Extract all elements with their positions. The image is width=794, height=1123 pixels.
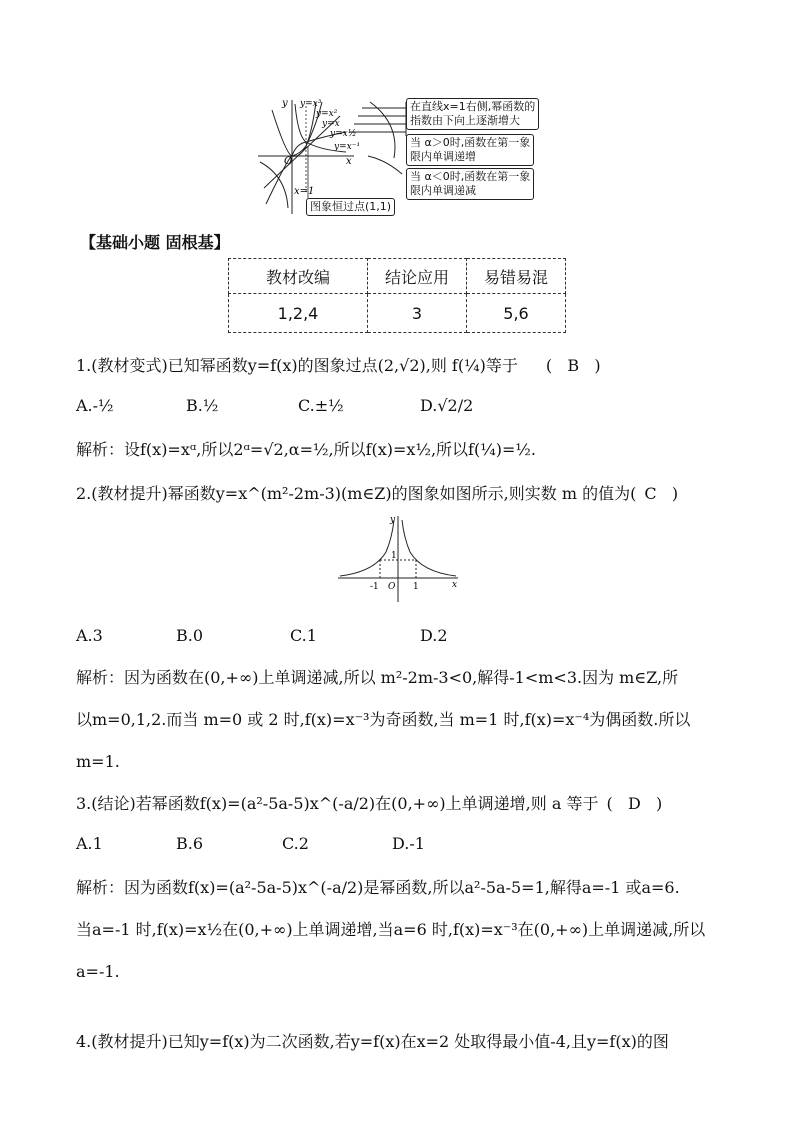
- q1-option-b: B.½: [186, 396, 219, 415]
- callout-alpha-positive: 当 α＞0时,函数在第一象 限内单调递增: [406, 134, 534, 166]
- table-cell: 1,2,4: [229, 294, 368, 333]
- q3-answer: ( D ): [606, 794, 663, 813]
- q3-stem: 3.(结论)若幂函数f(x)=(a²-5a-5)x^(-a/2)在(0,+∞)上单调递增,则 a 等于 ( D ): [76, 794, 663, 813]
- q1-stem: 1.(教材变式)已知幂函数y=f(x)的图象过点(2,√2),则 f(¼)等于 ( B ): [76, 356, 601, 375]
- q3-analysis-line: 解析：因为函数f(x)=(a²-5a-5)x^(-a/2)是幂函数,所以a²-5a-5=1,解得a=-1 或a=6.: [76, 878, 680, 897]
- table-header-cell: 教材改编: [229, 259, 368, 294]
- q2-option-b: B.0: [176, 626, 204, 645]
- label-x: y=x: [322, 119, 340, 129]
- q2-pos-one-label: 1: [413, 582, 419, 592]
- x-eq-1-label: x=1: [294, 186, 315, 197]
- label-x-inverse: y=x⁻¹: [334, 142, 361, 152]
- label-x-half: y=x½: [330, 129, 357, 139]
- callout-exponent: 在直线x=1右侧,幂函数的 指数由下向上逐渐增大: [406, 98, 539, 130]
- q2-analysis-line: 以m=0,1,2.而当 m=0 或 2 时,f(x)=x⁻³为奇函数,当 m=1 时,f(x)=x⁻⁴为偶函数.所以: [76, 710, 691, 729]
- q3-option-a: A.1: [76, 834, 103, 853]
- table-header-cell: 易错易混: [467, 259, 566, 294]
- q2-y-label: y: [390, 515, 396, 525]
- q2-option-a: A.3: [76, 626, 103, 645]
- table-header-row: [229, 259, 566, 294]
- power-function-figure: [250, 96, 546, 218]
- question-category-table: [228, 258, 566, 333]
- q3-analysis-line: a=-1.: [76, 962, 120, 981]
- q2-option-c: C.1: [290, 626, 317, 645]
- table-row: [229, 294, 566, 333]
- table-cell: 3: [368, 294, 467, 333]
- q1-option-d: D.√2/2: [420, 396, 474, 415]
- q2-figure: [334, 512, 464, 604]
- x-axis-label: x: [346, 156, 352, 167]
- q2-stem: 2.(教材提升)幂函数y=x^(m²-2m-3)(m∈Z)的图象如图所示,则实数 m 的值为( C ): [76, 484, 679, 503]
- label-x-squared: y=x²: [316, 109, 338, 119]
- q3-option-b: B.6: [176, 834, 204, 853]
- q2-analysis-line: 解析：因为函数在(0,+∞)上单调递减,所以 m²-2m-3<0,解得-1<m<3.因为 m∈Z,所: [76, 668, 679, 687]
- callout-alpha-negative: 当 α＜0时,函数在第一象 限内单调递减: [406, 168, 534, 200]
- q2-neg-one-label: -1: [370, 582, 379, 592]
- q2-x-label: x: [452, 580, 458, 590]
- q2-answer: C ): [644, 484, 679, 503]
- q2-option-d: D.2: [420, 626, 448, 645]
- table-header-cell: 结论应用: [368, 259, 467, 294]
- q1-analysis: 解析：设f(x)=xᵅ,所以2ᵅ=√2,α=½,所以f(x)=x½,所以f(¼)=½.: [76, 440, 536, 459]
- callout-fixed-point: 图象恒过点(1,1): [306, 198, 395, 216]
- q3-option-d: D.-1: [392, 834, 425, 853]
- q1-option-a: A.-½: [76, 396, 114, 415]
- q1-option-c: C.±½: [298, 396, 344, 415]
- section-header: 【基础小题 固根基】: [80, 233, 230, 252]
- q4-stem: 4.(教材提升)已知y=f(x)为二次函数,若y=f(x)在x=2 处取得最小值-4,且y=f(x)的图: [76, 1032, 669, 1051]
- origin-label: O: [284, 156, 293, 167]
- table-cell: 5,6: [467, 294, 566, 333]
- q2-one-label: 1: [391, 551, 397, 561]
- q1-answer: ( B ): [545, 356, 601, 375]
- q2-origin-label: O: [388, 582, 396, 592]
- q3-option-c: C.2: [282, 834, 309, 853]
- label-x-cubed: y=x³: [300, 99, 322, 109]
- q3-analysis-line: 当a=-1 时,f(x)=x½在(0,+∞)上单调递增,当a=6 时,f(x)=x⁻³在(0,+∞)上单调递减,所以: [76, 920, 706, 939]
- q2-analysis-line: m=1.: [76, 752, 120, 771]
- y-axis-label: y: [282, 98, 288, 109]
- q2-graph: [334, 512, 464, 604]
